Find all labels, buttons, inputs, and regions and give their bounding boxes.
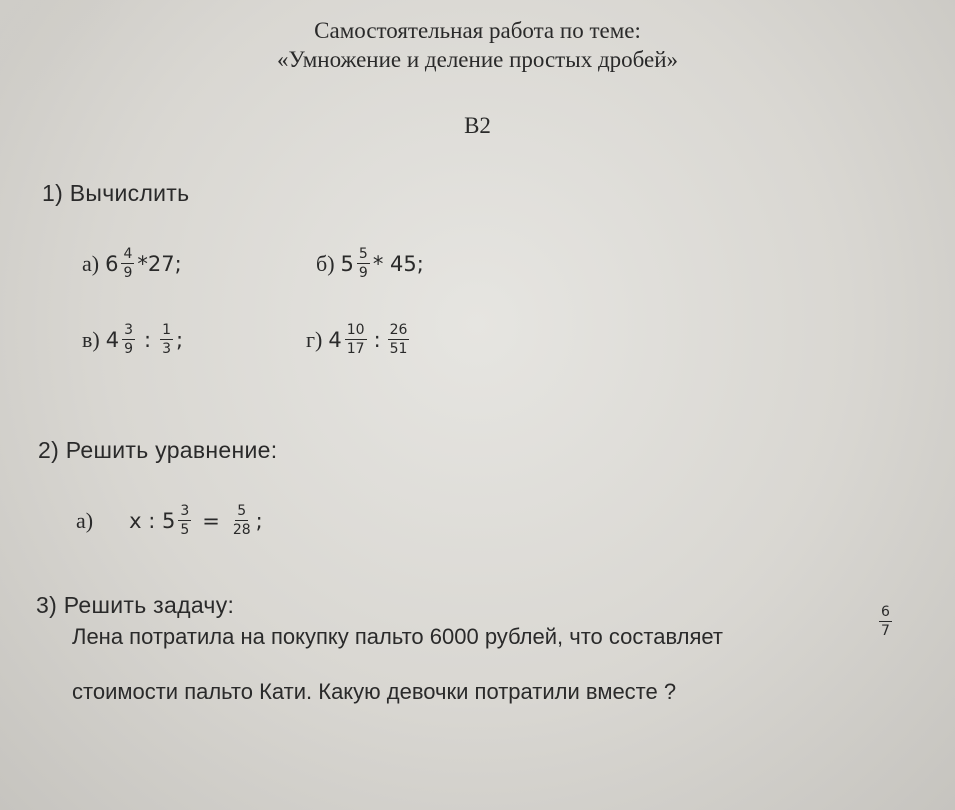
fraction-denominator: 9 [358, 265, 368, 281]
expression-rest: * 45; [372, 251, 424, 276]
task3-fraction [879, 604, 892, 639]
mixed-whole: 4 [105, 327, 120, 352]
operator: : [373, 327, 381, 352]
item-label: г) [306, 326, 323, 352]
task1-heading: 1) Вычислить [42, 180, 190, 206]
fraction-denominator: 51 [389, 341, 408, 357]
fraction-denominator: 9 [123, 265, 133, 281]
task2-heading: 2) Решить уравнение: [38, 437, 278, 463]
fraction [160, 322, 173, 357]
worksheet-title-line2: «Умножение и деление простых дробей» [276, 47, 679, 72]
fraction-numerator: 5 [358, 246, 368, 262]
fraction-denominator: 9 [124, 341, 134, 357]
equation-lhs: x : 5 [129, 508, 176, 533]
fraction-numerator: 6 [881, 604, 890, 620]
task1-item-b [316, 246, 424, 281]
fraction [121, 246, 134, 281]
item-label: б) [316, 250, 335, 276]
task1-item-v [82, 322, 183, 357]
expression-end: ; [255, 508, 263, 533]
fraction-denominator: 28 [232, 522, 251, 538]
expression-rest: *27; [137, 251, 182, 276]
fraction-denominator: 17 [346, 341, 365, 357]
mixed-whole: 5 [340, 251, 354, 276]
fraction-denominator: 5 [180, 522, 190, 538]
mixed-whole: 4 [328, 327, 342, 352]
fraction-denominator: 7 [881, 623, 890, 639]
fraction-numerator: 10 [346, 322, 365, 338]
equals-sign: = [202, 508, 220, 533]
fraction [388, 322, 410, 357]
operator: : [144, 327, 152, 352]
task1-item-g [306, 322, 412, 357]
fraction-numerator: 3 [180, 503, 190, 519]
task3-heading: 3) Решить задачу: [36, 592, 235, 618]
worksheet-title-line1: Самостоятельная работа по теме: [314, 18, 641, 43]
expression-end: ; [176, 327, 184, 352]
fraction [231, 503, 253, 538]
paper-fold-shadow [0, 0, 120, 90]
fraction [122, 322, 135, 357]
fraction-numerator: 5 [237, 503, 247, 519]
fraction-numerator: 4 [123, 246, 133, 262]
task3-text-line2: стоимости пальто Кати. Какую девочки потратили вместе ? [72, 679, 677, 704]
task3-text-line1: Лена потратила на покупку пальто 6000 рублей, что составляет [72, 624, 723, 649]
fraction [345, 322, 367, 357]
variant-label: В2 [464, 113, 491, 138]
item-label: а) [82, 250, 100, 276]
task1-item-a [82, 246, 182, 281]
item-label: а) [76, 507, 94, 533]
item-label: в) [82, 326, 100, 352]
fraction-numerator: 26 [389, 322, 408, 338]
fraction-numerator: 1 [162, 322, 172, 338]
fraction [357, 246, 370, 281]
fraction [178, 503, 191, 538]
task2-item-a [76, 503, 263, 538]
mixed-whole: 6 [105, 251, 119, 276]
fraction-numerator: 3 [124, 322, 134, 338]
fraction-denominator: 3 [162, 341, 172, 357]
